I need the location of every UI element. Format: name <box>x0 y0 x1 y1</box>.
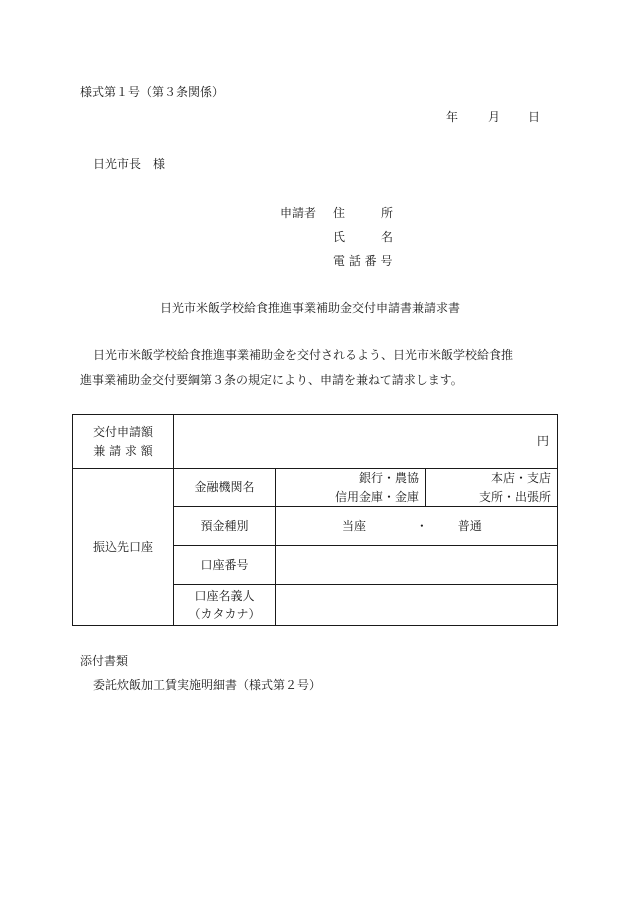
attachments-item: 委託炊飯加工賃実施明細書（様式第２号） <box>93 678 322 692</box>
deposit-type-label: 預金種別 <box>174 507 276 546</box>
applicant-address-label: 住 所 <box>333 206 394 220</box>
deposit-type-options[interactable] <box>276 507 558 546</box>
body-line-2: 進事業補助金交付要綱第３条の規定により、申請を兼ねて請求します。 <box>80 373 463 387</box>
bank-type-cell[interactable]: 銀行・農協 信用金庫・金庫 <box>276 469 426 507</box>
application-table <box>72 414 558 626</box>
bank-name-label: 金融機関名 <box>174 469 276 507</box>
deposit-separator: ・ <box>415 518 428 533</box>
transfer-account-label: 振込先口座 <box>73 469 174 626</box>
account-number-field[interactable] <box>276 546 558 585</box>
deposit-current[interactable]: 当座 <box>342 518 367 533</box>
deposit-ordinary[interactable]: 普通 <box>457 518 482 533</box>
body-line-1: 日光市米飯学校給食推進事業補助金を交付されるよう、日光市米飯学校給食推 <box>93 348 514 362</box>
amount-label: 交付申請額 兼 請 求 額 <box>73 415 174 469</box>
attachments-heading: 添付書類 <box>80 654 129 668</box>
date-day: 日 <box>528 110 541 124</box>
account-holder-field[interactable] <box>276 585 558 626</box>
account-number-label: 口座番号 <box>174 546 276 585</box>
body-text <box>80 343 558 393</box>
amount-field[interactable] <box>174 415 558 469</box>
document-title: 日光市米飯学校給食推進事業補助金交付申請書兼請求書 <box>160 301 461 315</box>
branch-type-cell[interactable]: 本店・支店 支所・出張所 <box>426 469 558 507</box>
applicant-phone-label: 電 話 番 号 <box>333 254 393 268</box>
addressee: 日光市長 様 <box>93 157 166 171</box>
form-number: 様式第１号（第３条関係） <box>80 85 225 99</box>
applicant-label: 申請者 <box>280 206 317 220</box>
yen-unit: 円 <box>537 434 550 449</box>
date-year: 年 <box>446 110 459 124</box>
applicant-name-label: 氏 名 <box>333 230 394 244</box>
date-month: 月 <box>488 110 501 124</box>
account-holder-label: 口座名義人 （カタカナ） <box>174 585 276 626</box>
